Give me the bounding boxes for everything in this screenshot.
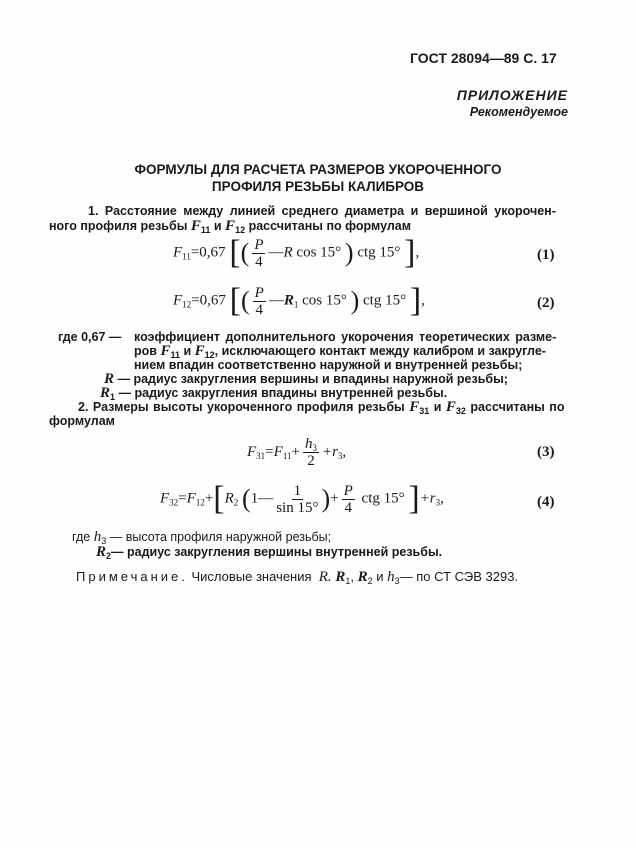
formula-4: $F_{32}=F_{12}+[R_2$ (1— $\frac{1}{\sin 15^\circ}$ )+ $\frac{P}{4}$ ctg 15° ]$+r_3$, bbox=[160, 480, 444, 517]
equation-number-2: (2) bbox=[537, 295, 555, 311]
title-line-1: ФОРМУЛЫ ДЛЯ РАСЧЕТА РАЗМЕРОВ УКОРОЧЕННОГО bbox=[134, 162, 502, 177]
appendix-status: Рекомендуемое bbox=[469, 105, 568, 119]
formula-1: $F_{11}=0,67$ [( $\frac{P}{4}$ —R cos 15° ) ctg 15° ], bbox=[173, 234, 420, 271]
equation-number-4: (4) bbox=[537, 494, 555, 510]
where-R: R — радиус закругления вершины и впадины наружной резьбы; bbox=[104, 371, 508, 387]
formula-2: $F_{12}=0,67$ [( $\frac{P}{4}$ $—R_1$ cos 15° ) ctg 15° ], bbox=[173, 282, 425, 319]
equation-number-1: (1) bbox=[537, 247, 555, 263]
where-line-2: ров $F_{11}$ и $F_{12}$, исключающего контакт между калибром и закругле- bbox=[134, 343, 546, 360]
para2-line1: 2. Размеры высоты укороченного профиля резьбы $F_{31}$ и $F_{32}$ рассчитаны по bbox=[78, 399, 565, 416]
title-line-2: ПРОФИЛЯ РЕЗЬБЫ КАЛИБРОВ bbox=[211, 179, 425, 194]
para2-line2: формулам bbox=[49, 414, 115, 428]
note: Примечание. Числовые значения R. $R_1$, $R_2$ и $h_3—$ по СТ СЭВ 3293. bbox=[76, 569, 519, 586]
standard-number: ГОСТ 28094—89 С. 17 bbox=[410, 50, 557, 66]
where-line-3: нием впадин соответственно наружной и внутренней резьбы; bbox=[134, 358, 523, 372]
where-h3: где $h_3$ — высота профиля наружной резьбы; bbox=[72, 529, 332, 546]
appendix-label: ПРИЛОЖЕНИЕ bbox=[456, 87, 568, 103]
para1-line2: ного профиля резьбы $F_{11}$ и $F_{12}$ рассчитаны по формулам bbox=[49, 218, 411, 235]
where-lead: где 0,67 — bbox=[58, 330, 122, 344]
where-R2: $R_2—$ радиус закругления вершины внутренней резьбы. bbox=[96, 544, 443, 561]
formula-3: $F_{31}=F_{11}+$ $\frac{h_3}{2}$ $+r_3$, bbox=[247, 436, 347, 469]
where-R1: $R_1$ — радиус закругления впадины внутренней резьбы. bbox=[100, 385, 448, 402]
para1-line1: 1. Расстояние между линией среднего диаметра и вершиной укорочен- bbox=[88, 204, 556, 218]
equation-number-3: (3) bbox=[537, 444, 555, 460]
where-line-1: коэффициент дополнительного укорочения теоретических разме- bbox=[134, 330, 557, 344]
